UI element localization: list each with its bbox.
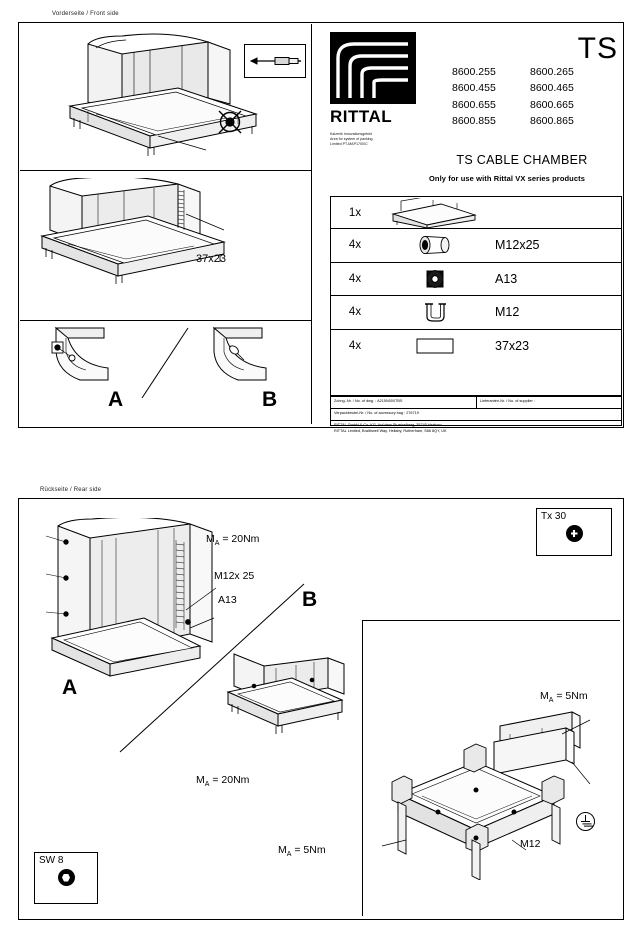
series-title: TS: [577, 32, 618, 65]
torque-callout-top: [206, 533, 259, 547]
rear-detail-a-label: A: [62, 676, 78, 699]
drawing-number-cell: [331, 397, 477, 408]
part-quantity: 4x: [348, 306, 362, 319]
drawing-number-value: A215N000TBS: [377, 398, 403, 403]
part-name: M12: [495, 305, 520, 320]
legal-line-2: Area for system of packing: [330, 136, 373, 141]
part-name: A13: [495, 271, 518, 286]
washer-callout: A13: [218, 594, 237, 606]
torque-value: = 20Nm: [212, 774, 250, 786]
illustration-detail-b: [200, 322, 300, 394]
part-number: 8600.265: [530, 66, 574, 78]
rittal-logo-mark: [330, 32, 416, 104]
torx-bit-icon: [566, 525, 583, 542]
accessory-bag-cell: [331, 409, 477, 420]
part-number-row: [452, 97, 620, 113]
torque-symbol-m: M: [206, 533, 215, 545]
rear-side-label: Rückseite / Rear side: [40, 487, 102, 493]
table-row: [331, 296, 621, 330]
legal-line-1: Kaizerik Innovationsgebiet: [330, 132, 372, 136]
brand-legal-text: [330, 132, 426, 147]
drawing-number-label: Zchng.-Nr. / No. of dwg. :: [334, 398, 377, 403]
torque-value: = 20Nm: [222, 533, 260, 545]
bottom-divider-vertical: [362, 620, 363, 916]
address-line-1: RITTAL GmbH & Co. KG, Auf dem Stuetzelberg, 35745 Herborn: [334, 423, 442, 427]
table-row: [331, 263, 621, 297]
no-drill-icon: [216, 108, 244, 136]
hex-bit-icon: [58, 869, 75, 886]
illustration-base-frame-assembly: [376, 690, 608, 880]
torque-symbol-a: A: [548, 697, 554, 705]
torque-callout-mid: [196, 774, 249, 788]
part-name: 37x23: [495, 339, 530, 354]
part-quantity: 1x: [348, 206, 362, 219]
part-number: 8600.865: [530, 114, 574, 127]
part-quantity: 4x: [348, 239, 362, 252]
torque-symbol-m: M: [278, 844, 287, 856]
torque-value: = 5Nm: [294, 844, 326, 856]
detail-a-label: A: [108, 388, 124, 411]
part-number-row: [452, 80, 620, 96]
parts-table: [330, 196, 622, 396]
legal-line-3: Limited PT-MAP1700/C: [330, 141, 368, 146]
part-number: 8600.465: [530, 82, 574, 95]
torque-callout-bottom: [278, 844, 326, 858]
product-note: Only for use with Rittal VX series products: [429, 174, 585, 183]
part-quantity: 4x: [348, 272, 362, 285]
divider-top-1: [20, 170, 312, 171]
part-quantity: 4x: [348, 340, 362, 353]
divider-top-2: [20, 320, 312, 321]
table-row: [331, 330, 621, 364]
part-number-list: [452, 64, 620, 129]
accessory-bag-label: Verpackbeutel-Nr. / No. of accessory bag :: [334, 410, 406, 415]
cable-chamber-frame-icon: [379, 198, 491, 228]
part-number-row: [452, 64, 620, 80]
rear-detail-b-label: B: [302, 588, 318, 611]
clamp-nut-icon: [379, 299, 491, 325]
nut-callout: M12: [520, 838, 541, 850]
torque-symbol-a: A: [214, 540, 220, 548]
address-line-2: RITTAL Limited, Braithwell Way, Hellaby, Rotherham, S66 8QY, UK: [334, 428, 447, 433]
supplier-number-cell: [477, 397, 621, 408]
part-number-row: [452, 113, 620, 129]
earth-ground-icon: [576, 812, 595, 831]
bottom-divider-horizontal: [362, 620, 620, 621]
screwdriver-icon: [245, 45, 305, 77]
bit-label-sw8: SW 8: [39, 855, 64, 866]
part-number: 8600.655: [452, 98, 496, 111]
accessory-bag-value: 276719: [406, 410, 419, 415]
supplier-number-label: Lieferanten-Nr. / No. of supplier :: [480, 398, 535, 403]
torque-value: = 5Nm: [556, 690, 588, 702]
gasket-strip-icon: [379, 334, 491, 358]
table-row: [331, 197, 621, 229]
part-name: M12x25: [495, 238, 540, 253]
brand-logo-block: [330, 32, 434, 144]
detail-separator: [136, 326, 196, 402]
illustration-chamber-assembly: [216, 640, 356, 760]
torque-symbol-a: A: [204, 781, 210, 789]
torque-callout-right: [540, 690, 588, 704]
detail-b-label: B: [262, 388, 278, 411]
illustration-detail-a: [46, 322, 146, 394]
bit-box-tx30: [536, 508, 612, 556]
washer-icon: [379, 266, 491, 292]
brand-wordmark: RITTAL: [330, 107, 393, 126]
screw-callout: M12x 25: [214, 570, 255, 582]
part-number: 8600.455: [452, 82, 496, 95]
torque-symbol-m: M: [196, 774, 205, 786]
spacer-sleeve-icon: [379, 232, 491, 258]
illustration-gasket-mounting: [28, 178, 278, 306]
torque-symbol-m: M: [540, 690, 549, 702]
torque-symbol-a: A: [286, 851, 292, 859]
part-number: 8600.855: [452, 114, 496, 127]
front-side-label: Vorderseite / Front side: [52, 11, 119, 17]
company-address: [331, 421, 621, 436]
document-reference-footer: [330, 396, 622, 433]
gasket-dimension-label: 37x23: [196, 253, 226, 265]
tool-inset-box: [244, 44, 306, 78]
table-row: [331, 229, 621, 263]
bit-label-tx30: Tx 30: [541, 511, 567, 522]
bit-box-sw8: [34, 852, 98, 904]
product-title: TS CABLE CHAMBER: [456, 153, 588, 167]
part-number: 8600.255: [452, 66, 496, 78]
part-number: 8600.665: [530, 98, 574, 111]
